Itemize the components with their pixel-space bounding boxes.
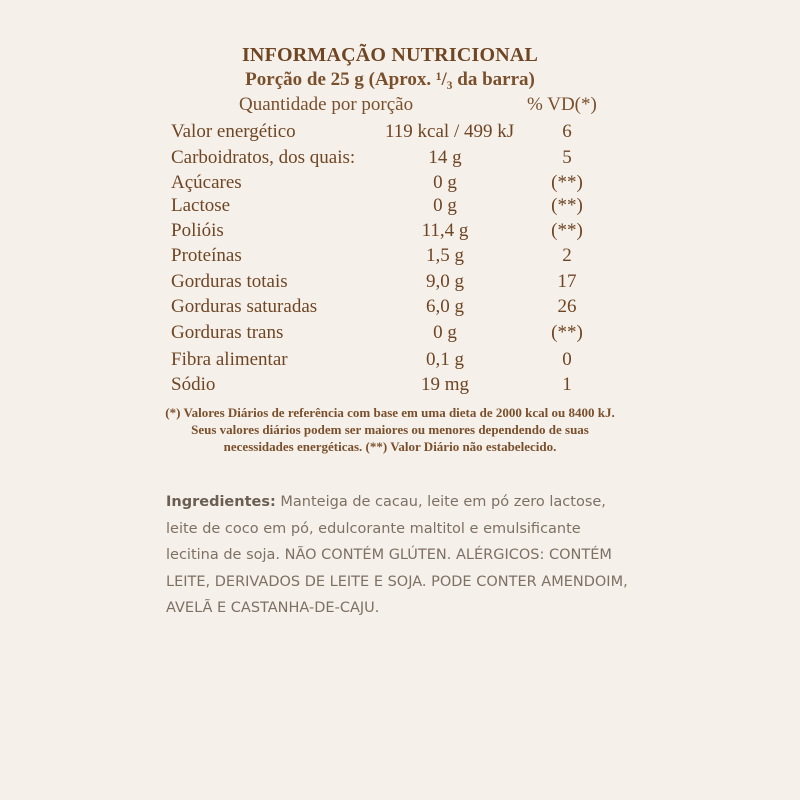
nutrient-daily-value: (**) (551, 195, 583, 216)
nutrient-quantity: 14 g (428, 147, 462, 168)
nutrient-quantity: 0,1 g (426, 349, 464, 370)
nutrient-name: Gorduras totais (171, 271, 288, 292)
nutrient-daily-value: (**) (551, 322, 583, 343)
nutrient-row-total-fat (0, 271, 800, 295)
nutrient-quantity: 0 g (433, 195, 457, 216)
nutrient-row-saturated-fat (0, 296, 800, 320)
nutrient-name: Açúcares (171, 172, 242, 193)
nutrient-daily-value: 5 (562, 147, 572, 168)
nutrient-name: Valor energético (171, 121, 296, 142)
nutrient-name: Lactose (171, 195, 231, 216)
nutrient-row-energy (0, 121, 800, 145)
nutrient-daily-value: (**) (551, 172, 583, 193)
nutrient-row-sodium (0, 374, 800, 398)
nutrient-quantity: 6,0 g (426, 296, 464, 317)
nutrient-row-proteins (0, 245, 800, 269)
nutrient-daily-value: (**) (551, 220, 583, 241)
nutrition-title: INFORMAÇÃO NUTRICIONAL (241, 44, 539, 66)
nutrient-quantity: 19 mg (420, 374, 470, 395)
nutrient-daily-value: 6 (562, 121, 572, 142)
ingredients-text: Manteiga de cacau, leite em pó zero lactose, leite de coco em pó, edulcorante maltitol e emulsificante lecitina de soja. NÃO CONTÉM GLÚTEN. ALÉRGICOS: CONTÉM LEITE, DERIVADOS DE LEITE E SOJA. PODE CONTER AMENDOIM, AVELÃ E CASTANHA-DE-CAJU. (166, 494, 628, 616)
nutrient-name: Fibra alimentar (171, 349, 288, 370)
nutrient-row-trans-fat (0, 322, 800, 346)
nutrient-quantity: 11,4 g (421, 220, 469, 241)
nutrient-daily-value: 17 (557, 271, 577, 292)
nutrient-row-sugars (0, 172, 800, 196)
nutrient-quantity: 1,5 g (426, 245, 464, 266)
header-quantity: Quantidade por porção (239, 94, 414, 115)
ingredients-paragraph (166, 489, 636, 622)
header-daily-value: % VD(*) (527, 94, 597, 115)
nutrient-quantity: 0 g (433, 172, 457, 193)
nutrient-daily-value: 0 (562, 349, 572, 370)
nutrient-row-carbohydrates (0, 147, 800, 171)
nutrient-quantity: 9,0 g (426, 271, 464, 292)
nutrient-row-polyols (0, 220, 800, 244)
nutrient-name: Gorduras saturadas (171, 296, 318, 317)
nutrient-row-fiber (0, 349, 800, 373)
nutrient-row-lactose (0, 195, 800, 219)
nutrient-name: Proteínas (171, 245, 242, 266)
nutrient-quantity: 0 g (433, 322, 457, 343)
nutrient-daily-value: 26 (557, 296, 577, 317)
nutrient-name: Gorduras trans (171, 322, 284, 343)
nutrient-name: Carboidratos, dos quais: (171, 147, 356, 168)
ingredients-label: Ingredientes: (166, 494, 276, 510)
portion-size: Porção de 25 g (Aprox. ¹/₃ da barra) (245, 69, 535, 90)
nutrient-daily-value: 2 (562, 245, 572, 266)
nutrient-name: Sódio (171, 374, 216, 395)
nutrient-quantity: 119 kcal / 499 kJ (385, 121, 515, 142)
nutrient-name: Polióis (171, 220, 224, 241)
nutrient-daily-value: 1 (562, 374, 572, 395)
daily-value-footnote: (*) Valores Diários de referência com base em uma dieta de 2000 kcal ou 8400 kJ. Seus valores diários podem ser maiores ou menores dependendo de suas necessidades energéticas. (**) Valor Diário não estabelecido. (165, 405, 615, 454)
